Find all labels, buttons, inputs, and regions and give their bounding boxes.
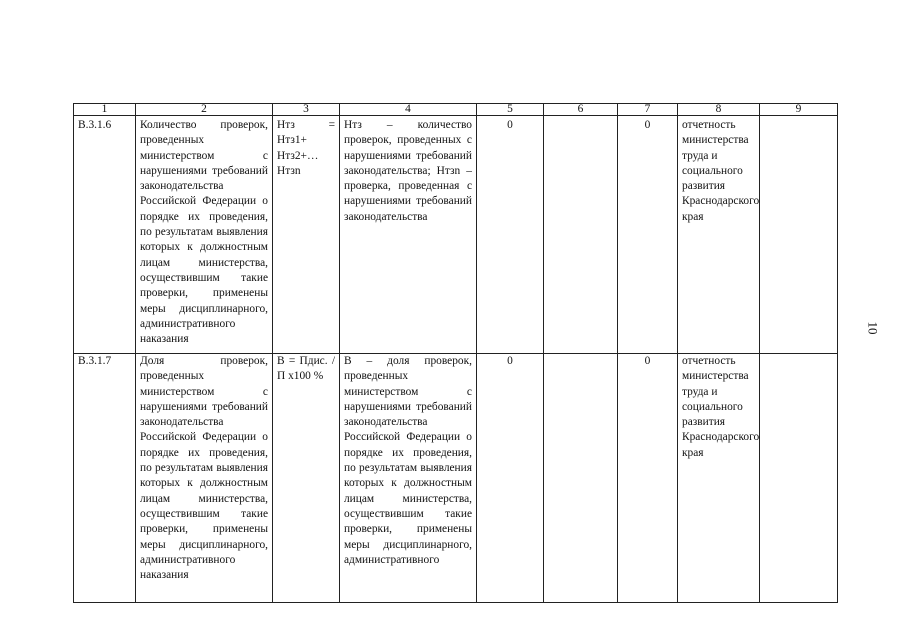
- row-formula: Нтз = Нтз1+ Нтз2+… Нтзn: [273, 116, 340, 354]
- indicators-table: [73, 103, 838, 603]
- row-col6: [544, 354, 618, 603]
- row-indicator: Доля проверок, проведенных министерством с нарушениями требований законодательства Российской Федерации о порядке их проведения, по результатам выявления которых к должностным лицам министерства, осуществившим такие проверки, применены меры дисциплинарного, административного наказания: [136, 354, 273, 603]
- row-code: В.3.1.6: [74, 116, 136, 354]
- row-description: В – доля проверок, проведенных министерством с нарушениями требований законодательства Российской Федерации о порядке их проведения, по результатам выявления которых к должностным лицам министерства, осуществившим такие проверки, применены меры дисциплинарного, административного: [340, 354, 477, 603]
- table-row: [74, 116, 838, 354]
- header-cell-1: 1: [74, 104, 136, 116]
- row-col9: [760, 354, 838, 603]
- row-indicator: Количество проверок, проведенных министерством с нарушениями требований законодательства Российской Федерации о порядке их проведения, по результатам выявления которых к должностным лицам министерства, осуществившим такие проверки, применены меры дисциплинарного, административного наказания: [136, 116, 273, 354]
- row-col5: 0: [477, 116, 544, 354]
- row-source: отчетность министерства труда и социального развития Краснодарского края: [678, 354, 760, 603]
- row-col5: 0: [477, 354, 544, 603]
- row-description: Нтз – количество проверок, проведенных с нарушениями требований законодательства; Нтзn – проверка, проведенная с нарушениями требований законодательства: [340, 116, 477, 354]
- header-cell-6: 6: [544, 104, 618, 116]
- row-col9: [760, 116, 838, 354]
- row-col6: [544, 116, 618, 354]
- header-cell-8: 8: [678, 104, 760, 116]
- page-number: 10: [865, 321, 881, 335]
- header-cell-7: 7: [618, 104, 678, 116]
- row-formula: В = Пдис. /П х100 %: [273, 354, 340, 603]
- table-row: [74, 354, 838, 603]
- header-row: [74, 104, 838, 116]
- row-source: отчетность министерства труда и социального развития Краснодарского края: [678, 116, 760, 354]
- header-cell-3: 3: [273, 104, 340, 116]
- row-col7: 0: [618, 116, 678, 354]
- header-cell-2: 2: [136, 104, 273, 116]
- row-col7: 0: [618, 354, 678, 603]
- header-cell-5: 5: [477, 104, 544, 116]
- header-cell-4: 4: [340, 104, 477, 116]
- row-code: В.3.1.7: [74, 354, 136, 603]
- header-cell-9: 9: [760, 104, 838, 116]
